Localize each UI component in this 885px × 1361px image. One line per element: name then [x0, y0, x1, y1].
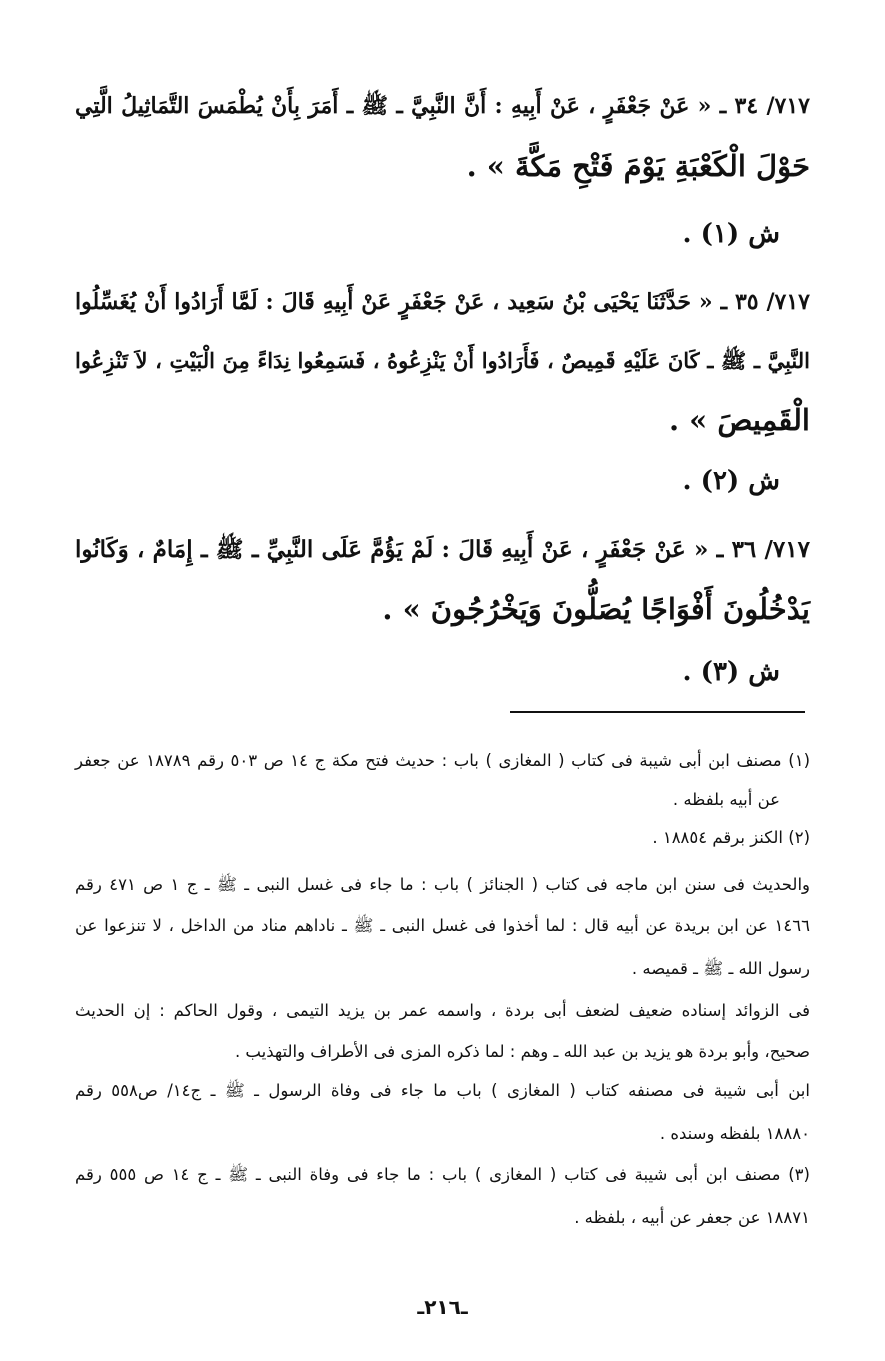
- footnote-2-line-5: فى الزوائد إسناده ضعيف لضعف أبى بردة ، واسمه عمر بن يزيد التيمى ، وقول الحاكم : إن الحديث: [75, 1001, 810, 1020]
- footnote-2-line-1: (٢) الكنز برقم ١٨٨٥٤ .: [652, 828, 810, 847]
- hadith-35-line-3: الْقَمِيصَ » .: [668, 403, 810, 437]
- hadith-36-line-1: ٧١٧/ ٣٦ ـ « عَنْ جَعْفَرٍ ، عَنْ أَبِيهِ قَالَ : لَمْ يَؤُمَّ عَلَى النَّبِيِّ ـ ﷺ ـ إِمَامٌ ، وَكَانُوا: [75, 536, 810, 563]
- footnote-2-line-4: رسول الله ـ ﷺ ـ قميصه .: [631, 959, 810, 978]
- hadith-34-source: ش (١) .: [682, 219, 780, 249]
- hadith-36-line-2: يَدْخُلُونَ أَفْوَاجًا يُصَلُّونَ وَيَخْرُجُونَ » .: [382, 592, 810, 626]
- footnote-2-line-6: صحيح، وأبو بردة هو يزيد بن عبد الله ـ وهم : لما ذكره المزى فى الأطراف والتهذيب .: [234, 1042, 810, 1061]
- page-number: ـ٢١٦ـ: [417, 1295, 468, 1319]
- footnote-2-line-8: ١٨٨٨٠ بلفظه وسنده .: [659, 1124, 810, 1143]
- hadith-36-source: ش (٣) .: [682, 657, 780, 687]
- hadith-34-line-1: ٧١٧/ ٣٤ ـ « عَنْ جَعْفَرٍ ، عَنْ أَبِيهِ : أَنَّ النَّبِيَّ ـ ﷺ ـ أَمَرَ بِأَنْ يُطْمَسَ التَّمَاثِيلُ الَّتِي: [75, 93, 810, 119]
- footnote-1-line-1: (١) مصنف ابن أبى شيبة فى كتاب ( المغازى ) باب : حديث فتح مكة ج ١٤ ص ٥٠٣ رقم ١٨٧٨٩ عن جعفر: [75, 751, 810, 770]
- footnote-2-line-3: ١٤٦٦ عن ابن بريدة عن أبيه قال : لما أخذوا فى غسل النبى ـ ﷺ ـ ناداهم مناد من الداخل ، لا تنزعوا عن: [75, 916, 810, 935]
- footnote-2-line-2: والحديث فى سنن ابن ماجه فى كتاب ( الجنائز ) باب : ما جاء فى غسل النبى ـ ﷺ ـ ج ١ ص ٤٧١ رقم: [75, 875, 810, 894]
- hadith-35-line-1: ٧١٧/ ٣٥ ـ « حَدَّثَنَا يَحْيَى بْنُ سَعِيد ، عَنْ جَعْفَرٍ عَنْ أَبِيهِ قَالَ : لَمَّا أَرَادُوا أَنْ يُغَسِّلُوا: [75, 289, 810, 315]
- footnote-3-line-2: ١٨٨٧١ عن جعفر عن أبيه ، بلفظه .: [574, 1208, 810, 1227]
- hadith-34-line-2: حَوْلَ الْكَعْبَةِ يَوْمَ فَتْحِ مَكَّةَ » .: [466, 149, 810, 183]
- footnote-3-line-1: (٣) مصنف ابن أبى شيبة فى كتاب ( المغازى ) باب : ما جاء فى وفاة النبى ـ ﷺ ـ ج ١٤ ص ٥٥٥ رقم: [75, 1165, 810, 1184]
- footnote-1-line-2: عن أبيه بلفظه .: [672, 790, 780, 809]
- hadith-35-source: ش (٢) .: [682, 466, 780, 496]
- hadith-35-line-2: النَّبِيَّ ـ ﷺ ـ كَانَ عَلَيْهِ قَمِيصٌ ، فَأَرَادُوا أَنْ يَنْزِعُوهُ ، فَسَمِعُوا نِدَاءً مِنَ الْبَيْتِ ، لاَ تَنْزِعُوا: [75, 348, 810, 373]
- footnote-2-line-7: ابن أبى شيبة فى مصنفه كتاب ( المغازى ) باب ما جاء فى وفاة الرسول ـ ﷺ ـ ج١٤/ ص٥٥٨ رقم: [75, 1081, 810, 1100]
- footnote-separator: [510, 711, 805, 713]
